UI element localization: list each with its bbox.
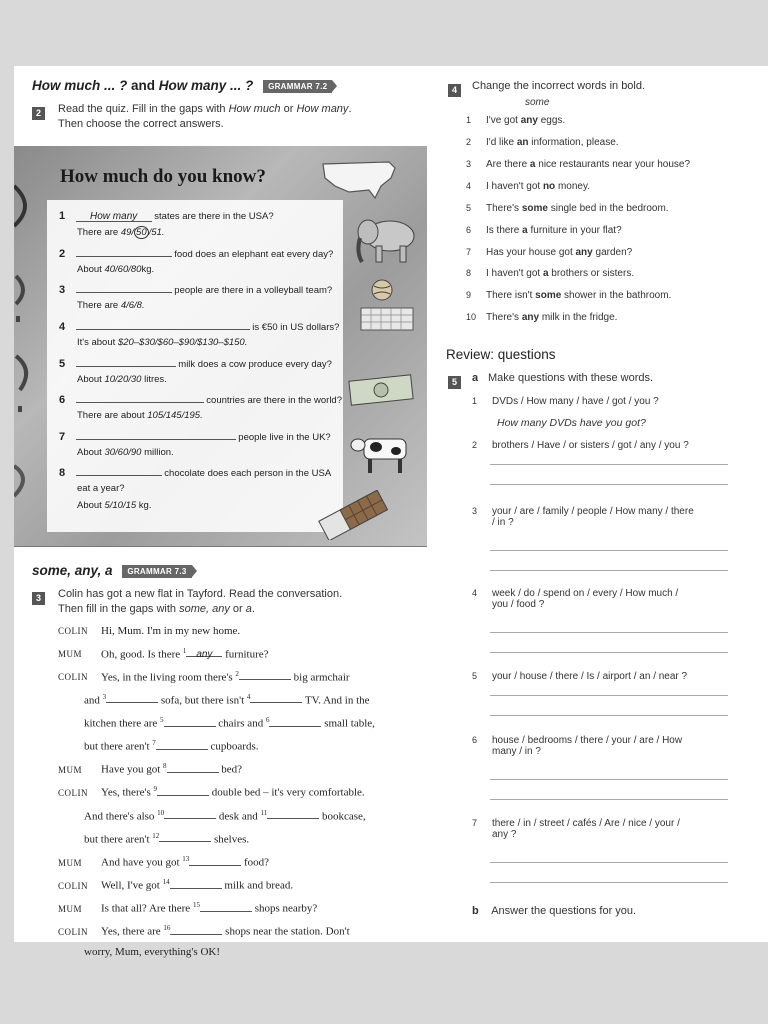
review-item-words: DVDs / How many / have / got / you ? — [492, 396, 659, 407]
ex4-item-pre: I'd like — [486, 137, 517, 148]
conv-text: desk and — [216, 810, 261, 823]
speaker-colin: COLIN — [58, 626, 88, 636]
gap-number: 12 — [152, 831, 160, 840]
options-suffix: litres. — [141, 374, 167, 385]
ex4-item-bold-word[interactable]: an — [516, 137, 529, 148]
quiz-item-text: is €50 in US dollars? — [252, 322, 340, 333]
review-item — [472, 396, 659, 407]
answer-line[interactable] — [490, 715, 728, 716]
title-part-b: How many ... ? — [158, 78, 254, 93]
ex4-item-bold-word[interactable]: any — [521, 312, 540, 323]
quiz-gap-8[interactable] — [76, 465, 162, 476]
exercise-5b-text: Answer the questions for you. — [491, 905, 637, 917]
ex4-item-pre: Is there — [486, 225, 523, 236]
quiz-item-5 — [59, 356, 332, 370]
instr-text: Read the quiz. Fill in the gaps with — [58, 103, 229, 115]
conv-text: food? — [241, 856, 270, 869]
review-item — [472, 735, 682, 757]
ex4-item-pre: There's — [486, 312, 522, 323]
answer-line[interactable] — [490, 695, 728, 696]
quiz-answer-1[interactable]: How many — [76, 211, 152, 222]
ex4-item-bold-word[interactable]: some — [521, 203, 548, 214]
conv-text: shops nearby? — [251, 902, 318, 915]
quiz-gap-7[interactable] — [76, 429, 236, 440]
quiz-item-number: 8 — [59, 467, 66, 479]
ex4-item — [466, 159, 690, 170]
ex4-item-number: 9 — [466, 290, 472, 300]
conv-line-13 — [58, 896, 428, 919]
options-choices[interactable]: 40/60/80 — [104, 264, 142, 275]
ex4-item-post: single bed in the bedroom. — [547, 203, 669, 214]
ex4-item-number: 3 — [466, 159, 472, 169]
ex4-item — [466, 225, 622, 236]
quiz-item-text: people live in the UK? — [238, 432, 331, 443]
chocolate-icon — [314, 490, 394, 540]
conv-text: and — [84, 694, 103, 707]
conv-line-3 — [58, 665, 428, 688]
exercise-5a-text: Make questions with these words. — [488, 372, 654, 384]
speaker-colin: COLIN — [58, 672, 88, 683]
title-part-a: How much ... ? — [32, 78, 128, 93]
ex4-item — [466, 115, 565, 126]
part-b-label: b — [472, 905, 479, 917]
instr-text-2: Then choose the correct answers. — [58, 118, 224, 130]
gap-number: 4 — [246, 692, 251, 701]
quiz-item-number: 4 — [59, 321, 66, 333]
gap-number: 14 — [162, 878, 170, 887]
speaker-mum: MUM — [58, 649, 83, 660]
ex4-item-number: 2 — [466, 137, 472, 147]
gap-6[interactable] — [269, 715, 321, 727]
quiz-item-text: chocolate does each person in the USA — [164, 468, 332, 479]
ex4-item — [466, 290, 671, 301]
gap-number: 16 — [163, 924, 171, 933]
quiz-item-number: 3 — [59, 284, 66, 296]
conv-text: Yes, there's — [101, 787, 154, 800]
instr-how-much: How much — [228, 103, 281, 115]
gap-number: 1 — [182, 646, 187, 655]
answer-line[interactable] — [490, 882, 728, 883]
conv-text: Yes, in the living room there's — [101, 671, 236, 684]
ex4-item-pre: Are there — [486, 159, 530, 170]
ex4-item-post: brothers or sisters. — [548, 268, 635, 279]
ex4-item-post: information, please. — [528, 137, 619, 148]
options-prefix: It's about — [77, 337, 118, 348]
review-item-number: 6 — [472, 735, 478, 745]
review-answer-1[interactable]: How many DVDs have you got? — [497, 417, 646, 429]
instr-text: Colin has got a new flat in Tayford. Read the conversation. — [58, 588, 343, 600]
review-item-words-cont: / in ? — [492, 517, 514, 528]
quiz-options-3 — [77, 300, 145, 311]
exercise-4-text: Change the incorrect words in bold. — [472, 80, 646, 92]
ex4-item — [466, 181, 590, 192]
answer-line[interactable] — [490, 799, 728, 800]
options-suffix: kg. — [136, 500, 152, 511]
gap-number: 5 — [160, 715, 164, 724]
conv-text: bookcase, — [319, 810, 366, 823]
speaker-mum: MUM — [58, 903, 83, 914]
quiz-options-8 — [77, 500, 151, 511]
conv-text: shops near the station. Don't — [222, 926, 350, 939]
gap-1-answer[interactable]: any — [186, 645, 222, 657]
options-prefix: There are — [77, 227, 121, 238]
speaker-colin: COLIN — [58, 788, 88, 799]
quiz-item-7 — [59, 429, 331, 443]
section-how-much-title — [32, 78, 332, 93]
conv-text: Yes, there are — [101, 926, 164, 939]
cow-icon — [350, 431, 418, 479]
exercise-4-instructions — [448, 80, 758, 98]
quiz-item-text: food does an elephant eat every day? — [174, 249, 334, 260]
conv-text: big armchair — [290, 671, 350, 684]
conv-text: milk and bread. — [221, 879, 294, 892]
conv-line-11 — [58, 850, 428, 873]
quiz-item-2 — [59, 246, 333, 260]
review-item — [472, 506, 694, 528]
options-prefix: About — [77, 264, 105, 275]
quiz-item-3 — [59, 282, 332, 296]
quiz-item-text: states are there in the USA? — [154, 211, 274, 222]
ex4-item-post: shower in the bathroom. — [561, 290, 672, 301]
ex4-item-pre: I've got — [486, 115, 521, 126]
gap-number: 15 — [192, 901, 200, 910]
conv-text: double bed – it's very comfortable. — [209, 787, 365, 800]
quiz-gap-6[interactable] — [76, 392, 204, 403]
ex4-item — [466, 137, 619, 148]
options-choices[interactable]: 105/145/195. — [147, 410, 203, 421]
ex4-item-post: eggs. — [537, 115, 566, 126]
quiz-options-4 — [77, 337, 247, 348]
option-50-circled[interactable]: 50 — [136, 227, 147, 238]
ex4-item-number: 6 — [466, 225, 472, 235]
exercise-2-instructions — [32, 103, 422, 130]
options-choices[interactable]: 30/60/90 — [104, 447, 142, 458]
option-49[interactable]: 49/ — [120, 227, 135, 238]
worksheet-page — [14, 66, 768, 958]
ex4-item-pre: I haven't got — [486, 268, 543, 279]
quiz-item-8-cont: eat a year? — [77, 483, 125, 494]
conv-line-15: worry, Mum, everything's OK! — [84, 945, 220, 958]
quiz-item-6 — [59, 392, 342, 406]
gap-number: 10 — [157, 808, 165, 817]
ex4-item-pre: I haven't got — [486, 181, 543, 192]
gap-9[interactable] — [157, 784, 209, 796]
conv-text: shelves. — [211, 833, 250, 846]
review-item — [472, 818, 680, 840]
review-item-number: 3 — [472, 506, 478, 516]
ex4-item-bold-word[interactable]: a — [529, 159, 536, 170]
title-and: and — [127, 78, 159, 93]
grammar-tag-7-3[interactable]: GRAMMAR 7.3 — [122, 565, 191, 578]
options-choices[interactable]: 10/20/30 — [104, 374, 142, 385]
gap-7[interactable] — [156, 738, 208, 750]
some-any-title: some, any, a — [32, 563, 113, 578]
conv-text: Have you got — [101, 763, 164, 776]
review-title: Review: questions — [446, 347, 556, 362]
gap-13[interactable] — [189, 854, 241, 866]
answer-line[interactable] — [490, 550, 728, 551]
gap-12[interactable] — [159, 830, 211, 842]
options-prefix: About — [77, 447, 105, 458]
quiz-options-2 — [77, 264, 154, 275]
gap-10[interactable] — [164, 807, 216, 819]
dollar-bill-icon — [348, 372, 416, 406]
conv-text: TV. And in the — [302, 694, 370, 707]
ex4-item-bold-word[interactable]: a — [542, 268, 549, 279]
ex4-item-bold-word[interactable]: a — [522, 225, 528, 236]
review-item-words-cont: any ? — [492, 829, 517, 840]
quiz-item-text: people are there in a volleyball team? — [174, 285, 333, 296]
options-prefix: There are about — [77, 410, 148, 421]
conv-text: cupboards. — [207, 740, 259, 753]
conv-text: kitchen there are — [84, 717, 161, 730]
ex4-item — [466, 247, 632, 258]
ex4-item-post: garden? — [592, 247, 633, 258]
instr-how-many: How many — [296, 103, 349, 115]
ex4-item-number: 10 — [466, 312, 477, 322]
exercise-number-2: 2 — [32, 107, 45, 120]
ex4-item — [466, 203, 669, 214]
quiz-item-text: milk does a cow produce every day? — [178, 359, 332, 370]
ex4-item-number: 8 — [466, 268, 472, 278]
ex4-item-pre: There isn't — [486, 290, 536, 301]
ex4-item — [466, 312, 617, 323]
conv-text: Is that all? Are there — [101, 902, 193, 915]
gap-number: 13 — [182, 854, 190, 863]
quiz-options-1 — [77, 227, 164, 238]
answer-line[interactable] — [490, 652, 728, 653]
conv-text: but there aren't — [84, 740, 153, 753]
options-prefix: About — [77, 500, 105, 511]
gap-number: 6 — [265, 715, 270, 724]
gap-2[interactable] — [239, 668, 291, 680]
review-item-words: your / house / there / Is / airport / an / near ? — [492, 671, 688, 682]
conv-text: chairs and — [215, 717, 266, 730]
ex4-item-bold-word[interactable]: some — [535, 290, 562, 301]
conv-line-10 — [58, 827, 428, 850]
review-item-number: 7 — [472, 818, 478, 828]
gap-16[interactable] — [170, 923, 222, 935]
ex4-item-number: 7 — [466, 247, 472, 257]
quiz-item-number: 2 — [59, 248, 66, 260]
review-item-words: your / are / family / people / How many / there — [492, 506, 694, 517]
ex4-item-number: 1 — [466, 115, 472, 125]
answer-line[interactable] — [490, 484, 728, 485]
conv-line-9 — [58, 804, 428, 827]
review-item — [472, 440, 689, 451]
gap-5[interactable] — [164, 715, 216, 727]
ex4-item-post: nice restaurants near your house? — [535, 159, 691, 170]
exercise-number-5: 5 — [448, 376, 461, 389]
conv-text: Oh, good. Is there — [101, 648, 183, 661]
options-choices[interactable]: 4/6/8. — [120, 300, 145, 311]
exercise-5a-instructions — [448, 372, 758, 390]
conv-text: And there's also — [84, 810, 158, 823]
answer-line[interactable] — [490, 779, 728, 780]
example-answer-some: some — [525, 97, 550, 108]
ex4-item-post: furniture in your flat? — [527, 225, 622, 236]
conv-line-6 — [58, 734, 428, 757]
review-item-number: 2 — [472, 440, 478, 450]
quiz-options-7 — [77, 447, 174, 458]
review-item-words: there / in / street / cafés / Are / nice / your / — [492, 818, 680, 829]
exercise-number-4: 4 — [448, 84, 461, 97]
options-suffix: kg. — [141, 264, 155, 275]
options-choices[interactable]: $20–$30/$60–$90/$130–$150. — [117, 337, 248, 348]
gap-14[interactable] — [170, 877, 222, 889]
gap-number: 2 — [235, 669, 239, 678]
quiz-item-text: countries are there in the world? — [206, 395, 342, 406]
options-prefix: There are — [77, 300, 121, 311]
speaker-mum: MUM — [58, 764, 83, 775]
review-item-words: week / do / spend on / every / How much / — [492, 588, 679, 599]
ex4-item-number: 5 — [466, 203, 472, 213]
answer-line[interactable] — [490, 570, 728, 571]
section-some-any-title — [32, 563, 192, 578]
part-a-label: a — [472, 372, 479, 384]
ex4-item-bold-word[interactable]: no — [542, 181, 556, 192]
conv-text: Well, I've got — [101, 879, 163, 892]
gap-number: 8 — [163, 762, 167, 771]
quiz-gap-3[interactable] — [76, 282, 172, 293]
instr-or: or — [280, 103, 297, 115]
gap-4[interactable] — [250, 691, 302, 703]
answer-line[interactable] — [490, 862, 728, 863]
speaker-colin: COLIN — [58, 880, 88, 891]
quiz-title: How much do you know? — [60, 166, 266, 187]
review-item-words: brothers / Have / or sisters / got / any / you ? — [492, 440, 689, 451]
gap-number: 3 — [102, 692, 107, 701]
quiz-gap-2[interactable] — [76, 246, 172, 257]
speaker-mum: MUM — [58, 857, 83, 868]
conv-text: bed? — [218, 763, 243, 776]
quiz-options-6 — [77, 410, 203, 421]
conversation — [58, 622, 428, 962]
quiz-gap-4[interactable] — [76, 319, 250, 330]
gap-3[interactable] — [106, 691, 158, 703]
conv-text: And have you got — [101, 856, 183, 869]
quiz-options-5 — [77, 374, 167, 385]
instr-some-any: some, any — [179, 603, 230, 615]
instr-a: a — [245, 603, 252, 615]
conv-line-1 — [58, 622, 428, 642]
exercise-3-instructions — [32, 588, 422, 615]
gap-8[interactable] — [167, 761, 219, 773]
review-item-words-cont: many / in ? — [492, 746, 541, 757]
answer-line[interactable] — [490, 632, 728, 633]
conv-line-14 — [58, 919, 428, 942]
conv-line-5 — [58, 711, 428, 734]
ex4-item-pre: There's — [486, 203, 522, 214]
decorative-swirl-icon — [14, 176, 44, 516]
quiz-gap-5[interactable] — [76, 356, 176, 367]
exercise-number-3: 3 — [32, 592, 45, 605]
review-item-words: house / bedrooms / there / your / are / How — [492, 735, 683, 746]
conv-text: furniture? — [222, 648, 269, 661]
quiz-panel — [47, 200, 343, 532]
quiz-item-4 — [59, 319, 339, 333]
quiz-item-number: 5 — [59, 358, 66, 370]
volleyball-net-icon — [359, 302, 415, 338]
quiz-item-number: 6 — [59, 394, 66, 406]
conv-line-7 — [58, 757, 428, 780]
instr-text-2: Then fill in the gaps with — [58, 603, 180, 615]
review-item — [472, 671, 687, 682]
gap-15[interactable] — [200, 900, 252, 912]
quiz-item-number: 1 — [59, 210, 66, 222]
conv-text: but there aren't — [84, 833, 153, 846]
quiz-item-1 — [59, 210, 274, 222]
conv-text: small table, — [321, 717, 375, 730]
conv-text: sofa, but there isn't — [158, 694, 247, 707]
review-item-number: 5 — [472, 671, 478, 681]
answer-line[interactable] — [490, 464, 728, 465]
quiz-item-number: 7 — [59, 431, 66, 443]
conv-line-12 — [58, 873, 428, 896]
conv-line-4 — [58, 688, 428, 711]
options-prefix: About — [77, 374, 105, 385]
review-item — [472, 588, 678, 610]
options-suffix: million. — [141, 447, 174, 458]
usa-map-icon — [319, 156, 399, 204]
ex4-item — [466, 268, 634, 279]
review-item-words-cont: you / food ? — [492, 599, 545, 610]
instr-end: . — [348, 103, 352, 115]
gap-11[interactable] — [267, 807, 319, 819]
gap-number: 9 — [153, 785, 158, 794]
conv-text: Hi, Mum. I'm in my new home. — [101, 625, 241, 637]
gap-number: 11 — [260, 808, 268, 817]
review-item-number: 1 — [472, 396, 478, 406]
quiz-box — [14, 146, 427, 547]
ex4-item-bold-word[interactable]: any — [575, 247, 593, 258]
options-choices[interactable]: 5/10/15 — [104, 500, 137, 511]
ex4-item-post: milk in the fridge. — [539, 312, 618, 323]
instr-end: . — [251, 603, 255, 615]
review-item-number: 4 — [472, 588, 478, 598]
speaker-colin: COLIN — [58, 927, 88, 938]
ex4-item-bold-word[interactable]: any — [520, 115, 538, 126]
quiz-item-8 — [59, 465, 331, 479]
instr-or: or — [229, 603, 246, 615]
gap-number: 7 — [152, 739, 156, 748]
grammar-tag-7-2[interactable]: GRAMMAR 7.2 — [263, 80, 332, 93]
elephant-icon — [352, 214, 422, 266]
conv-line-2 — [58, 642, 428, 665]
volleyball-icon — [370, 278, 394, 302]
conv-line-8 — [58, 780, 428, 803]
exercise-5b-instructions — [472, 901, 636, 919]
ex4-item-pre: Has your house got — [486, 247, 576, 258]
ex4-item-post: money. — [555, 181, 591, 192]
option-51[interactable]: /51. — [148, 227, 165, 238]
ex4-item-number: 4 — [466, 181, 472, 191]
